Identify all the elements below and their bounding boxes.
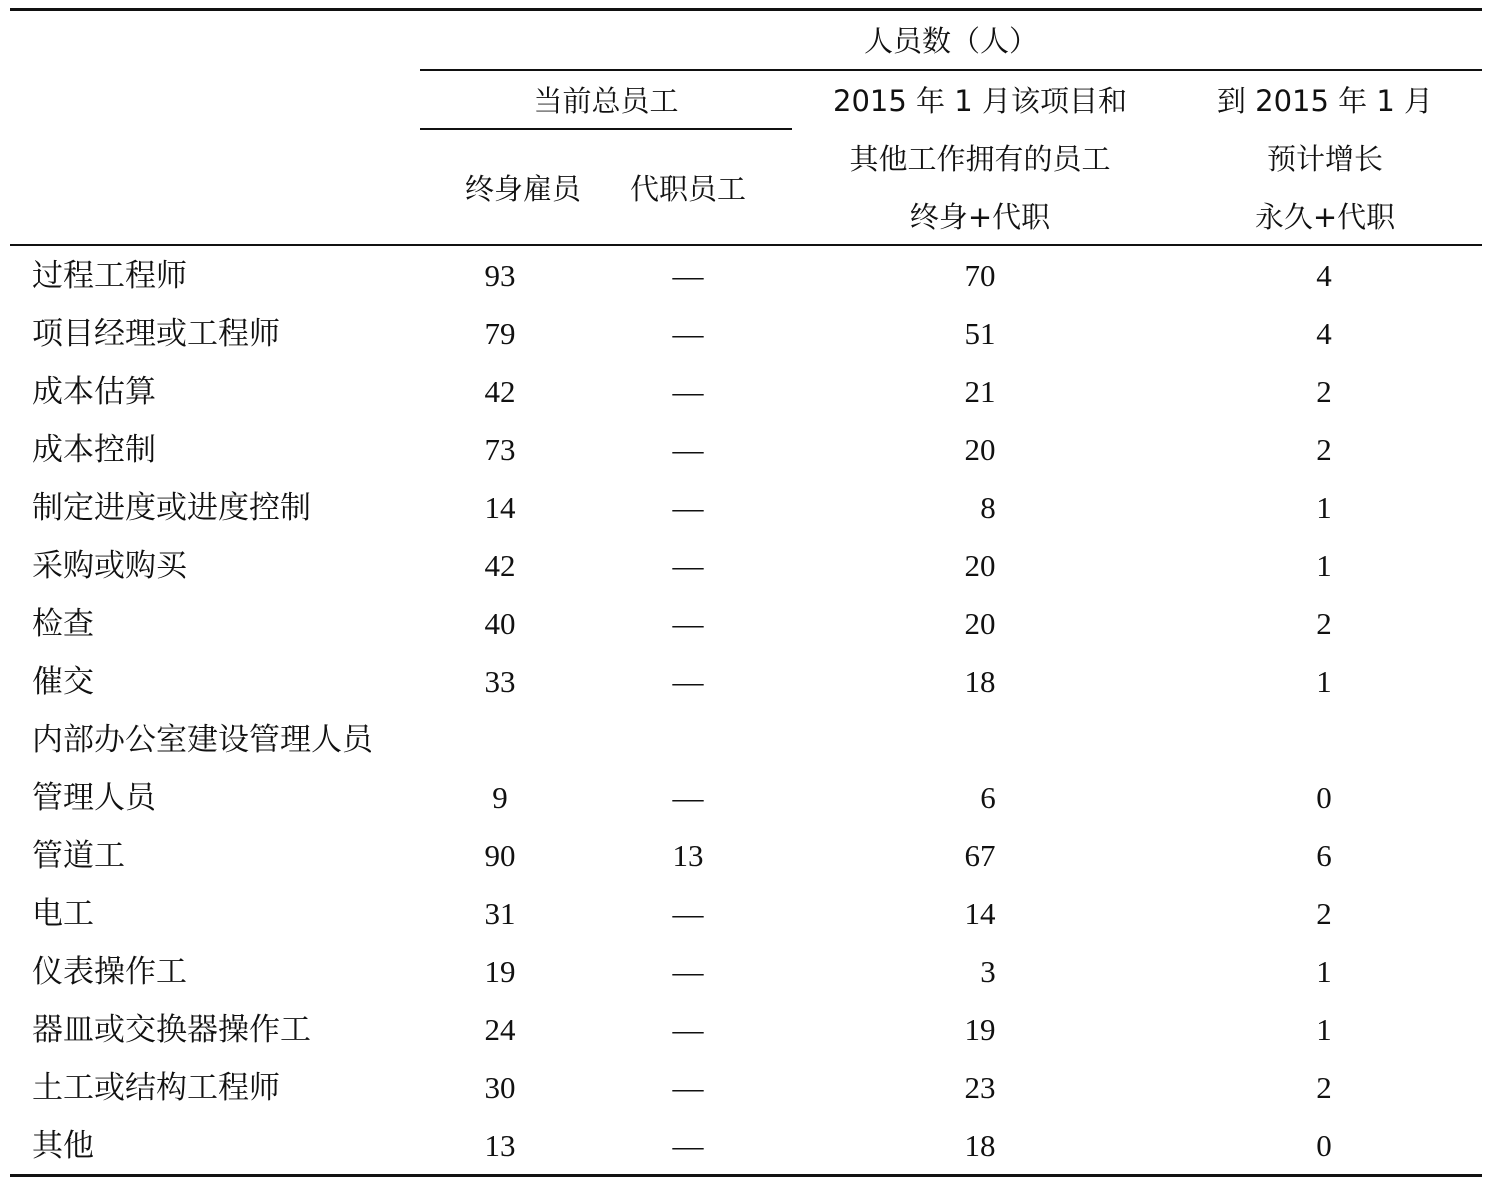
row-label: 采购或购买 (32, 548, 187, 583)
cell-growth: 4 (1316, 316, 1332, 351)
cell-contract: — (672, 1070, 704, 1105)
cell-permanent: 93 (484, 258, 516, 293)
cell-contract: — (672, 258, 704, 293)
cell-permanent: 73 (484, 432, 516, 467)
cell-growth: 1 (1316, 490, 1332, 525)
cell-growth: 2 (1316, 1070, 1332, 1105)
cell-growth: 1 (1316, 954, 1332, 989)
cell-contract: 13 (672, 838, 704, 873)
cell-permanent: 13 (484, 1128, 516, 1163)
row-label: 电工 (32, 896, 94, 931)
row-label: 器皿或交换器操作工 (32, 1012, 311, 1047)
cell-contract: — (672, 490, 704, 525)
header-group-rule (420, 69, 1482, 71)
cell-jan2015: 20 (964, 606, 996, 641)
cell-contract: — (672, 1012, 704, 1047)
cell-jan2015: 6 (980, 780, 996, 815)
row-label: 管理人员 (32, 780, 156, 815)
row-label: 仪表操作工 (32, 954, 187, 989)
staff-table (10, 0, 1482, 1186)
cell-jan2015: 21 (964, 374, 996, 409)
cell-permanent: 40 (484, 606, 516, 641)
row-label: 成本控制 (32, 432, 156, 467)
cell-contract: — (672, 664, 704, 699)
cell-contract: — (672, 606, 704, 641)
cell-growth: 2 (1316, 374, 1332, 409)
cell-jan2015: 3 (980, 954, 996, 989)
cell-permanent: 14 (484, 490, 516, 525)
header-current-total: 当前总员工 (533, 84, 679, 118)
section-label: 内部办公室建设管理人员 (32, 722, 373, 757)
header-jan2015-line2: 其他工作拥有的员工 (849, 142, 1111, 176)
header-contract: 代职员工 (629, 172, 746, 206)
cell-growth: 1 (1316, 1012, 1332, 1047)
cell-jan2015: 67 (964, 838, 996, 873)
header-growth-line1: 到 2015 年 1 月 (1216, 84, 1434, 118)
cell-permanent: 42 (484, 374, 516, 409)
cell-contract: — (672, 316, 704, 351)
cell-jan2015: 23 (964, 1070, 996, 1105)
row-label: 过程工程师 (32, 258, 187, 293)
row-label: 其他 (32, 1128, 94, 1163)
row-label: 检查 (32, 606, 94, 641)
cell-growth: 2 (1316, 896, 1332, 931)
header-jan2015-line3: 终身+代职 (909, 200, 1051, 234)
cell-growth: 2 (1316, 606, 1332, 641)
cell-jan2015: 70 (964, 258, 996, 293)
cell-jan2015: 20 (964, 548, 996, 583)
cell-growth: 1 (1316, 664, 1332, 699)
cell-contract: — (672, 780, 704, 815)
table-top-rule (10, 8, 1482, 11)
cell-contract: — (672, 374, 704, 409)
cell-jan2015: 8 (980, 490, 996, 525)
cell-permanent: 19 (484, 954, 516, 989)
cell-permanent: 31 (484, 896, 516, 931)
cell-permanent: 9 (492, 780, 508, 815)
cell-permanent: 79 (484, 316, 516, 351)
row-label: 制定进度或进度控制 (32, 490, 311, 525)
cell-permanent: 30 (484, 1070, 516, 1105)
cell-jan2015: 18 (964, 1128, 996, 1163)
cell-growth: 2 (1316, 432, 1332, 467)
cell-contract: — (672, 548, 704, 583)
row-label: 成本估算 (32, 374, 156, 409)
cell-growth: 6 (1316, 838, 1332, 873)
header-current-rule (420, 128, 792, 130)
header-permanent: 终身雇员 (464, 172, 581, 206)
cell-jan2015: 14 (964, 896, 996, 931)
row-label: 管道工 (32, 838, 125, 873)
cell-permanent: 24 (484, 1012, 516, 1047)
cell-contract: — (672, 1128, 704, 1163)
row-label: 项目经理或工程师 (32, 316, 280, 351)
cell-permanent: 33 (484, 664, 516, 699)
cell-jan2015: 20 (964, 432, 996, 467)
cell-contract: — (672, 954, 704, 989)
header-growth-line3: 永久+代职 (1254, 200, 1396, 234)
header-jan2015-line1: 2015 年 1 月该项目和 (833, 84, 1127, 118)
cell-jan2015: 51 (964, 316, 996, 351)
cell-jan2015: 19 (964, 1012, 996, 1047)
cell-contract: — (672, 432, 704, 467)
cell-jan2015: 18 (964, 664, 996, 699)
table-bottom-rule (10, 1174, 1482, 1177)
cell-growth: 0 (1316, 780, 1332, 815)
cell-permanent: 90 (484, 838, 516, 873)
cell-growth: 0 (1316, 1128, 1332, 1163)
cell-permanent: 42 (484, 548, 516, 583)
header-bottom-rule (10, 244, 1482, 246)
row-label: 催交 (32, 664, 94, 699)
cell-growth: 4 (1316, 258, 1332, 293)
cell-growth: 1 (1316, 548, 1332, 583)
header-growth-line2: 预计增长 (1266, 142, 1383, 176)
row-label: 土工或结构工程师 (32, 1070, 280, 1105)
header-group-title: 人员数（人） (863, 24, 1038, 58)
cell-contract: — (672, 896, 704, 931)
